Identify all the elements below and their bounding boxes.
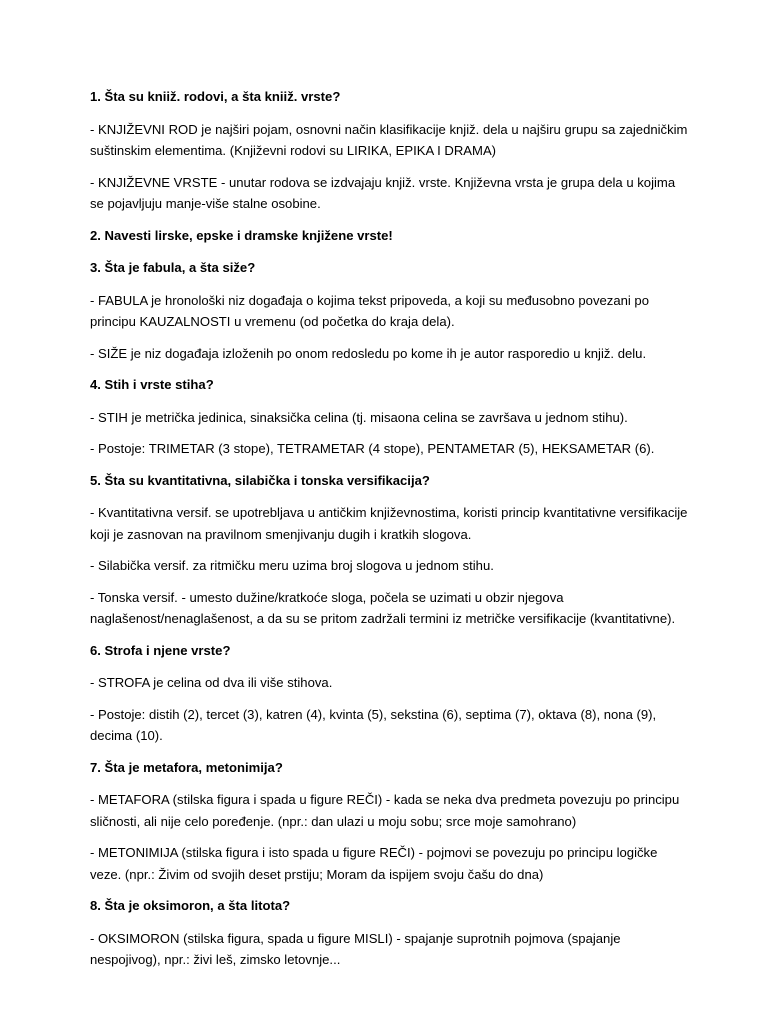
question-heading: 2. Navesti lirske, epske i dramske knjižene vrste! xyxy=(90,227,393,243)
question-heading: 1. Šta su kniiž. rodovi, a šta kniiž. vrste? xyxy=(90,89,341,104)
answer-paragraph: - Tonska versif. - umesto dužine/kratkoće sloga, počela se uzimati u obzir njegova naglašenost/nenaglašenost, a da su se pritom zadržali termini iz metričke versifikacije (kvantitativne). xyxy=(90,589,676,626)
answer-paragraph: - SIŽE je niz događaja izloženih po onom redosledu po kome ih je autor rasporedio u knjiž. delu. xyxy=(90,345,647,361)
answer-paragraph: - Silabička versif. za ritmičku meru uzima broj slogova u jednom stihu. xyxy=(90,558,494,573)
answer-paragraph: - KNJIŽEVNI ROD je najširi pojam, osnovni način klasifikacije knjiž. dela u najširu grupu sa zajedničkim suštinskim elementima. (Književni rodovi su LIRIKA, EPIKA I DRAMA) xyxy=(90,121,688,158)
answer-paragraph: - Postoje: TRIMETAR (3 stope), TETRAMETAR (4 stope), PENTAMETAR (5), HEKSAMETAR (6). xyxy=(90,441,655,456)
answer-paragraph: - FABULA je hronološki niz događaja o kojima tekst pripoveda, a koji su međusobno povezani po principu KAUZALNOSTI u vremenu (od početka do kraja dela). xyxy=(90,292,649,329)
question-heading: 3. Šta je fabula, a šta siže? xyxy=(90,260,256,275)
question-heading: 4. Stih i vrste stiha? xyxy=(90,377,214,392)
answer-paragraph: - STIH je metrička jedinica, sinaksička celina (tj. misaona celina se završava u jednom stihu). xyxy=(90,409,628,425)
answer-paragraph: - METONIMIJA (stilska figura i isto spada u figure REČI) - pojmovi se povezuju po principu logičke veze. (npr.: Živim od svojih deset prstiju; Moram da ispijem svoju čašu do dna) xyxy=(90,845,658,882)
question-heading: 8. Šta je oksimoron, a šta litota? xyxy=(90,898,291,913)
question-heading: 5. Šta su kvantitativna, silabička i tonska versifikacija? xyxy=(90,472,430,488)
answer-paragraph: - OKSIMORON (stilska figura, spada u figure MISLI) - spajanje suprotnih pojmova (spajanje nespojivog), npr.: živi leš, zimsko letovnje... xyxy=(90,930,621,967)
answer-paragraph: - KNJIŽEVNE VRSTE - unutar rodova se izdvajaju knjiž. vrste. Književna vrsta je grupa dela u kojima se pojavljuju manje-više stalne osobine. xyxy=(90,174,676,211)
question-heading: 7. Šta je metafora, metonimija? xyxy=(90,759,283,775)
answer-paragraph: - Kvantitativna versif. se upotrebljava u antičkim književnostima, koristi princip kvantitativne versifikacije koji je zasnovan na pravilnom smenjivanju dugih i kratkih slogova. xyxy=(90,505,688,542)
question-heading: 6. Strofa i njene vrste? xyxy=(90,642,231,658)
answer-paragraph: - STROFA je celina od dva ili više stihova. xyxy=(90,675,333,690)
answer-paragraph: - METAFORA (stilska figura i spada u figure REČI) - kada se neka dva predmeta povezuju po principu sličnosti, ali nije celo poređenje. (npr.: dan ulazi u moju sobu; srce moje samohrano) xyxy=(90,792,680,829)
answer-paragraph: - Postoje: distih (2), tercet (3), katren (4), kvinta (5), sekstina (6), septima (7), oktava (8), nona (9), decima (10). xyxy=(90,706,657,743)
